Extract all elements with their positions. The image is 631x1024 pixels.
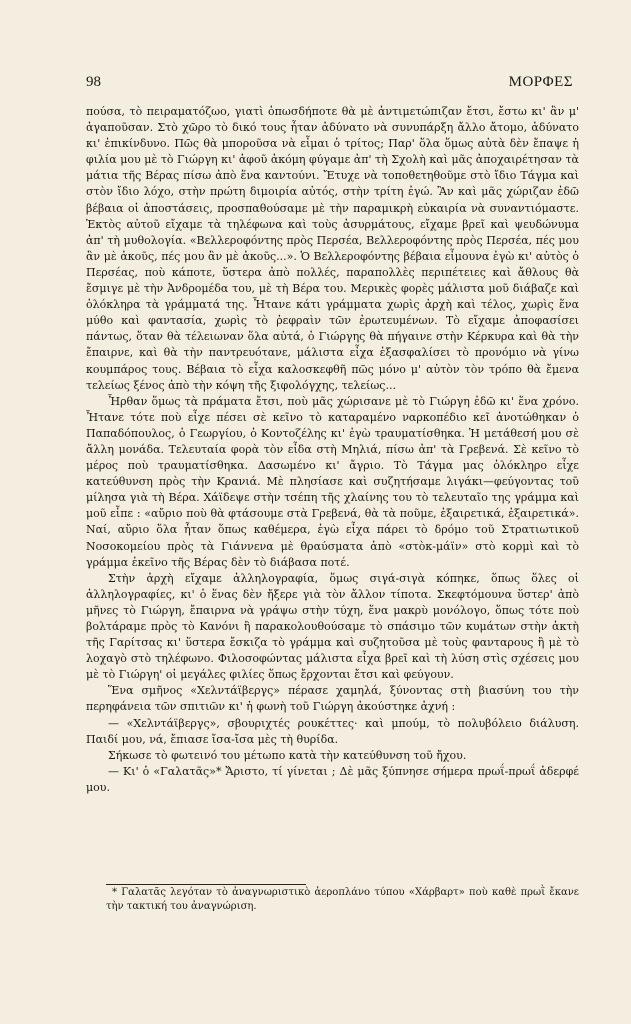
paragraph: Σήκωσε τὸ φωτεινό του μέτωπο κατὰ τὴν κατεύθυνση τοῦ ἤχου. — [108, 748, 467, 762]
paragraph: Ἦρθαν ὅμως τὰ πράματα ἔτσι, ποὺ μᾶς χώρισανε μὲ τὸ Γιώργη ἐδῶ κι' ἕνα χρόνο. Ἦτανε τότε ποὺ εἶχε πέσει σὲ κεῖνο τὸ καταραμένο ναρκοπέδιο κεῖ ἀνοτώθηκαν ὁ Παπαδόπουλος, ὁ Γεωργίου, ὁ Κοντοζέλης κι' ἐγὼ τραυματίσθηκα. Ἡ μετάθεσή μου σὲ ἄλλη μονάδα. Τελευταία φορὰ τὸν εἶδα στὴ Μηλιά, πίσω ἀπ' τὰ Γρεβενά. Σὲ κεῖνο τὸ μέρος ποὺ τραυματίσθηκα. Δασωμένο κι' ἄγριο. Τὸ Τάγμα μας ὁλόκληρο εἶχε κατεύθυνση πρὸς τὴν Κρανιά. Μὲ πλησίασε καὶ συζητήσαμε λιγάκι—φεύγοντας τοῦ μίλησα γιὰ τὴ Βέρα. Χάϊδεψε στὴν τσέπη τῆς χλαίνης του τὸ τελευταῖο της γράμμα καὶ μοῦ εἶπε : «αὔριο ποὺ θὰ φτάσουμε στὰ Γρεβενά, θὰ τὰ ποῦμε, ἐξαιρετικά, ἐξαιρετικά». Ναί, αὔριο ὅλα ἦταν ὅπως καθέμερα, ἐγὼ εἶχα πάρει τὸ δρόμο τοῦ Στρατιωτικοῦ Νοσοκομείου πρὸς τὰ Γιάννενα μὲ θραύσματα ἀπὸ «στὸκ-μάϊν» στὸ κορμὶ καὶ τὸ γράμμα ἐκεῖνο τῆς Βέρας δὲν τὸ διάβασα ποτέ. — [86, 394, 579, 569]
dialogue-line: — Κι' ὁ «Γαλατᾶς»* Ἄριστο, τί γίνεται ; Δὲ μᾶς ξύπνησε σήμερα πρωΐ-πρωΐ ἀδερφέ μου. — [86, 764, 579, 794]
paragraph: Ἕνα σμῆνος «Χελντάϊβεργς» πέρασε χαμηλά, ξύνοντας στὴ βιασύνη του τὴν περηφάνεια τῶν σπιτιῶν κι' ἡ φωνὴ τοῦ Γιώργη ἀκούστηκε ἀχνή : — [86, 684, 579, 714]
paragraph: πούσα, τὸ πειραματόζωο, γιατὶ ὁπωσδήποτε θὰ μὲ ἀντιμετώπιζαν ἔτσι, ἔστω κι' ἂν μ' ἀγαποῦσαν. Στὸ χῶρο τὸ δικό τους ἦταν ἀδύνατο νὰ συνυπάρξη ἄλλο ἄτομο, ἀδύνατο κι' ἐπικίνδυνο. Πῶς θὰ μποροῦσα νὰ εἶμαι ὁ τρίτος; Παρ' ὅλα ὅμως αὐτὰ δὲν ἔπαψε ἡ φιλία μου μὲ τὸ Γιώργη κι' ἀφοῦ ἀκόμη φύγαμε ἀπ' τὴ Σχολὴ καὶ μᾶς ἀποχαιρέτησαν τὰ μάτια τῆς Βέρας πίσω ἀπὸ ἕνα καντούνι. Ἔτυχε νὰ τοποθετηθοῦμε στὸ ἴδιο Τάγμα καὶ στὸν ἴδιο λόχο, στὴν πρώτη διμοιρία αὐτός, στὴν τρίτη ἐγώ. Ἂν καὶ μᾶς χώριζαν ἐδῶ βέβαια οἱ ἀποστάσεις, προσπαθούσαμε μὲ τὴν παραμικρὴ εὐκαιρία νὰ συναντιόμαστε. Ἐκτὸς αὐτοῦ εἴχαμε τὰ τηλέφωνα καὶ τοὺς ἀσυρμάτους, εἴχαμε βρεῖ καὶ ψευδώνυμα ἀπ' τὴ μυθολογία. «Βελλεροφόντης πρὸς Περσέα, Βελλεροφόντης πρὸς Περσέα, πές μου ἂν μὲ ἀκοῦς, πές μου ἂν μὲ ἀκοῦς...». Ὁ Βελλεροφόντης βέβαια εἶμουνα ἐγὼ κι' αὐτὸς ὁ Περσέας, ποὺ κάποτε, ὕστερα ἀπὸ πολλές, παραπολλὲς περιπέτειες καὶ ἄθλους θὰ ἔσμιγε μὲ τὴν Ἀνδρομέδα του, μὲ τὴ Βέρα του. Μερικὲς φορὲς μάλιστα μοῦ διάβαζε καὶ ὁλόκληρα τὰ γράμματά της. Ἦτανε κάτι γράμματα χωρὶς ἀρχὴ καὶ τέλος, χωρὶς ἕνα μύθο καὶ φαντασία, χωρὶς τὸ ῥεφραὶν τῶν ἐρωτευμένων. Τὸ εἴχαμε ἀποφασίσει πάντως, ὅταν θὰ τέλειωναν ὅλα αὐτά, ὁ Γιώργης θὰ πήγαινε στὴν Κέρκυρα καὶ θὰ τὴν ἔπαιρνε, καὶ θὰ τὴν παντρευότανε, μάλιστα εἶχα ἐξασφαλίσει τὸ προνόμιο νὰ γίνω κουμπάρος τους. Βέβαια τὸ εἶχα καλοσκεφθῆ πῶς μόνο μ' αὐτὸν τὸν τρόπο θὰ ἔμενα τελείως ξένος ἀπὸ τὴν κόψη τῆς ξιφολόγχης, τελείως... — [86, 105, 579, 392]
footnote-text: * Γαλατᾶς λεγόταν τὸ ἀναγνωριστικὸ ἀεροπλάνο τύπου «Χάρβαρτ» ποὺ καθὲ πρωῒ ἔκανε τὴν τακτική του ἀναγνώριση. — [106, 887, 579, 912]
running-head — [86, 74, 573, 91]
journal-title: ΜΟΡΦΕΣ — [508, 74, 573, 90]
body-text — [86, 104, 579, 796]
footnote-divider — [106, 884, 306, 885]
footnote — [106, 886, 579, 914]
paragraph: Στὴν ἀρχὴ εἴχαμε ἀλληλογραφία, ὅμως σιγά-σιγὰ κόπηκε, ὅπως ὅλες οἱ ἀλληλογραφίες, κι' ὁ ἕνας δὲν ἤξερε γιὰ τὸν ἄλλον τίποτα. Σκεφτόμουνα ὕστερ' ἀπὸ μῆνες τὸ Γιώργη, ἔπαιρνα νὰ γράψω στὴν τύχη, ἕνα μακρὺ μονόλογο, ὅπως τότε ποὺ βολτάραμε πρὸς τὸ Κανόνι ἢ παρακολουθούσαμε τὸ σπάσιμο τῶν κυμάτων στὴν ἀκτὴ τῆς Γαρίτσας κι' ὕστερα ἔσκιζα τὸ γράμμα καὶ συζητοῦσα μὲ τοὺς φανταρους ἢ μὲ τὸ λοχαγὸ στὸ τηλέφωνο. Φιλοσοφώντας μάλιστα εἶχα βρεῖ καὶ τὴ λύση στὶς σχέσεις μου μὲ τὸ Γιώργη' οἱ μεγάλες φιλίες ὅπως ἔρχονται ἔτσι καὶ φεύγουν. — [86, 571, 579, 682]
dialogue-line: — «Χελντάϊβεργς», σβουριχτές ρουκέττες· καὶ μπούμ, τὸ πολυβόλειο διάλυση. Παιδί μου, νά, ἔπιασε ἴσα-ἴσα μὲς τὴ θυρίδα. — [86, 716, 579, 746]
page-number: 98 — [86, 74, 101, 90]
